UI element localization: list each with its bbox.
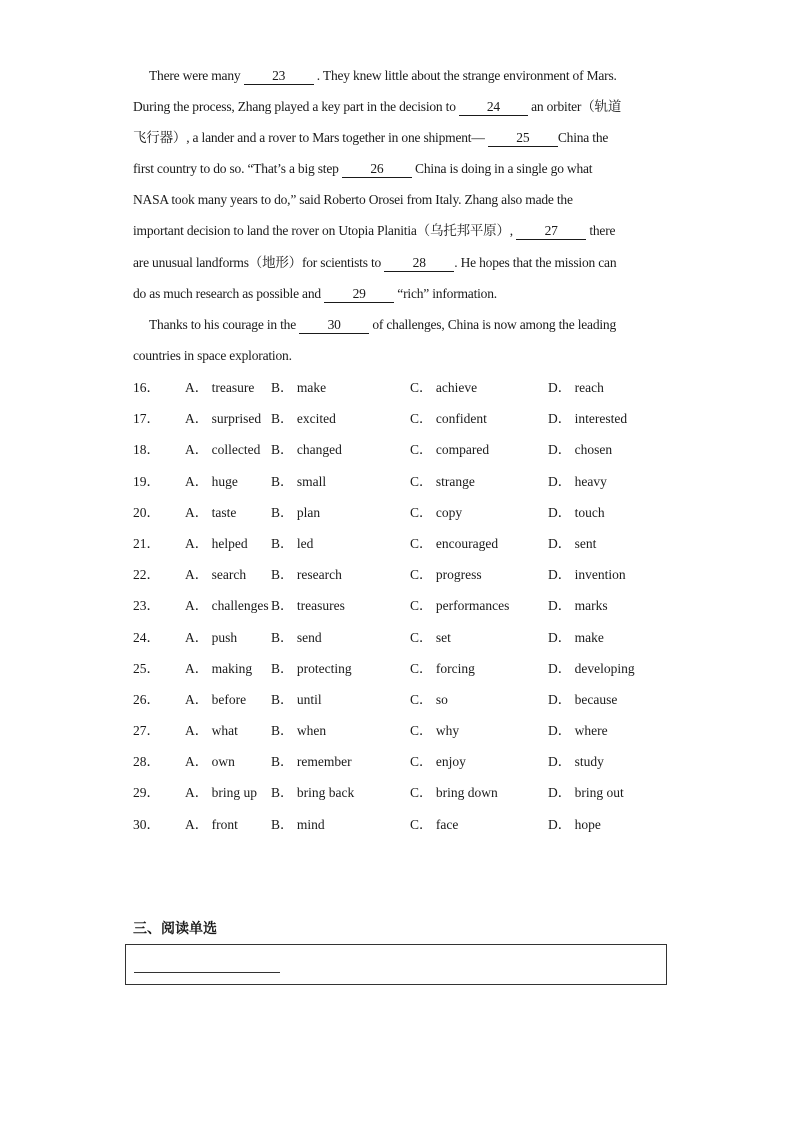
option-c[interactable]: C． enjoy (410, 754, 466, 770)
option-d[interactable]: D． where (548, 723, 608, 739)
answer-line[interactable] (134, 972, 280, 973)
option-a[interactable]: A． front (185, 816, 238, 832)
option-a[interactable]: A． collected (185, 442, 261, 458)
option-d[interactable]: D． sent (548, 535, 597, 551)
option-d[interactable]: D． chosen (548, 442, 613, 458)
question-number: 20． (133, 504, 160, 520)
question-row (133, 436, 673, 467)
option-c[interactable]: C． face (410, 816, 459, 832)
passage-text: There were many (149, 68, 244, 83)
question-row (133, 561, 673, 592)
question-number: 29． (133, 785, 160, 801)
question-number: 26． (133, 691, 160, 707)
blank-27[interactable]: 27 (516, 223, 586, 240)
question-number: 22． (133, 567, 160, 583)
passage-text: . They knew little about the strange environment of Mars. (313, 68, 617, 83)
question-row (133, 655, 673, 686)
question-row (133, 686, 673, 717)
passage-text: China is doing in a single go what (411, 161, 593, 177)
passage-text: of challenges, China is now among the leading (369, 316, 617, 332)
option-a[interactable]: A． treasure (185, 380, 255, 395)
passage-text: are unusual landforms（地形）for scientists to (133, 254, 385, 270)
question-row (133, 592, 673, 623)
passage-text: first country to do so. “That’s a big step (133, 161, 342, 177)
option-b[interactable]: B． when (271, 723, 327, 739)
section-title: 三、阅读单选 (133, 921, 217, 937)
passage-line (133, 280, 658, 311)
option-b[interactable]: B． plan (271, 504, 321, 520)
blank-28[interactable]: 28 (384, 255, 454, 272)
option-c[interactable]: C． progress (410, 567, 482, 583)
passage-line (133, 93, 658, 124)
passage-text: there (586, 223, 616, 239)
option-a[interactable]: A． surprised (185, 411, 262, 427)
option-c[interactable]: C． achieve (410, 380, 478, 395)
option-d[interactable]: D． interested (548, 411, 628, 427)
passage-line (133, 342, 658, 373)
option-a[interactable]: A． helped (185, 535, 248, 551)
option-b[interactable]: B． send (271, 629, 322, 645)
question-number: 24． (133, 629, 160, 645)
passage-text: countries in space exploration. (133, 347, 292, 363)
cloze-passage (133, 62, 658, 373)
passage-line (133, 155, 658, 186)
question-row (133, 811, 673, 842)
option-b[interactable]: B． changed (271, 442, 342, 458)
option-d[interactable]: D． touch (548, 504, 605, 520)
option-a[interactable]: A． challenges (185, 598, 269, 614)
option-b[interactable]: B． protecting (271, 660, 352, 676)
passage-text: important decision to land the rover on Utopia Planitia（乌托邦平原）, (133, 223, 517, 239)
option-a[interactable]: A． bring up (185, 785, 257, 801)
passage-line (133, 124, 658, 155)
question-number: 18． (133, 442, 160, 458)
question-number: 30． (133, 816, 160, 832)
option-d[interactable]: D． because (548, 691, 618, 707)
option-b[interactable]: B． mind (271, 816, 325, 832)
option-c[interactable]: C． why (410, 723, 460, 739)
option-b[interactable]: B． research (271, 567, 342, 583)
option-c[interactable]: C． encouraged (410, 535, 499, 551)
option-c[interactable]: C． strange (410, 473, 475, 489)
passage-text: During the process, Zhang played a key part in the decision to (133, 99, 459, 115)
option-c[interactable]: C． so (410, 691, 448, 707)
passage-line (133, 217, 658, 248)
option-c[interactable]: C． set (410, 629, 451, 645)
option-d[interactable]: D． hope (548, 816, 601, 832)
option-b[interactable]: B． until (271, 691, 322, 707)
blank-29[interactable]: 29 (324, 286, 394, 303)
option-b[interactable]: B． treasures (271, 598, 345, 614)
blank-23[interactable]: 23 (244, 68, 314, 85)
blank-30[interactable]: 30 (299, 317, 369, 334)
option-b[interactable]: B． bring back (271, 785, 355, 801)
passage-text: do as much research as possible and (133, 285, 325, 301)
option-d[interactable]: D． make (548, 629, 604, 645)
option-a[interactable]: A． search (185, 567, 247, 583)
option-d[interactable]: D． reach (548, 380, 604, 395)
question-row (133, 405, 673, 436)
question-number: 21． (133, 535, 160, 551)
option-c[interactable]: C． compared (410, 442, 490, 458)
option-d[interactable]: D． developing (548, 660, 635, 676)
passage-text: China the (557, 130, 609, 146)
option-a[interactable]: A． taste (185, 504, 237, 520)
option-d[interactable]: D． invention (548, 567, 626, 583)
option-a[interactable]: A． before (185, 691, 247, 707)
option-b[interactable]: B． small (271, 473, 327, 489)
option-b[interactable]: B． remember (271, 754, 352, 770)
question-row (133, 624, 673, 655)
question-row (133, 748, 673, 779)
question-row (133, 717, 673, 748)
passage-line (133, 62, 658, 93)
option-d[interactable]: D． marks (548, 598, 608, 614)
question-number: 25． (133, 660, 160, 676)
option-b[interactable]: B． led (271, 535, 314, 551)
option-a[interactable]: A． push (185, 629, 238, 645)
passage-text: . He hopes that the mission can (454, 254, 617, 270)
answer-box[interactable] (125, 944, 667, 985)
option-c[interactable]: C． copy (410, 504, 463, 520)
question-row (133, 530, 673, 561)
option-d[interactable]: D． study (548, 754, 604, 770)
option-d[interactable]: D． heavy (548, 473, 607, 489)
question-row (133, 779, 673, 810)
option-c[interactable]: C． forcing (410, 660, 475, 676)
question-row (133, 468, 673, 499)
passage-line (133, 186, 658, 217)
question-options-list (133, 374, 673, 842)
option-a[interactable]: A． huge (185, 473, 238, 489)
option-b[interactable]: B． make (271, 380, 327, 395)
option-d[interactable]: D． bring out (548, 785, 624, 801)
question-number: 23． (133, 598, 160, 614)
question-number: 16． (133, 380, 160, 395)
question-number: 28． (133, 754, 160, 770)
passage-text: 飞行器）, a lander and a rover to Mars together in one shipment— (133, 130, 488, 146)
option-c[interactable]: C． confident (410, 411, 487, 427)
option-b[interactable]: B． excited (271, 411, 336, 427)
option-c[interactable]: C． bring down (410, 785, 498, 801)
blank-24[interactable]: 24 (459, 99, 528, 116)
passage-line (133, 249, 658, 280)
passage-text: “rich” information. (394, 285, 497, 301)
question-number: 17． (133, 411, 160, 427)
question-number: 27． (133, 723, 160, 739)
question-number: 19． (133, 473, 160, 489)
option-a[interactable]: A． making (185, 660, 253, 676)
blank-25[interactable]: 25 (488, 130, 558, 147)
option-a[interactable]: A． what (185, 723, 238, 739)
blank-26[interactable]: 26 (342, 161, 412, 178)
question-row (133, 499, 673, 530)
passage-text: an orbiter（轨道 (527, 99, 622, 115)
question-row (133, 374, 673, 405)
option-c[interactable]: C． performances (410, 598, 510, 614)
passage-text: NASA took many years to do,” said Roberto Orosei from Italy. Zhang also made the (133, 192, 573, 208)
option-a[interactable]: A． own (185, 754, 235, 770)
passage-text: Thanks to his courage in the (149, 316, 300, 332)
passage-line (133, 311, 658, 342)
